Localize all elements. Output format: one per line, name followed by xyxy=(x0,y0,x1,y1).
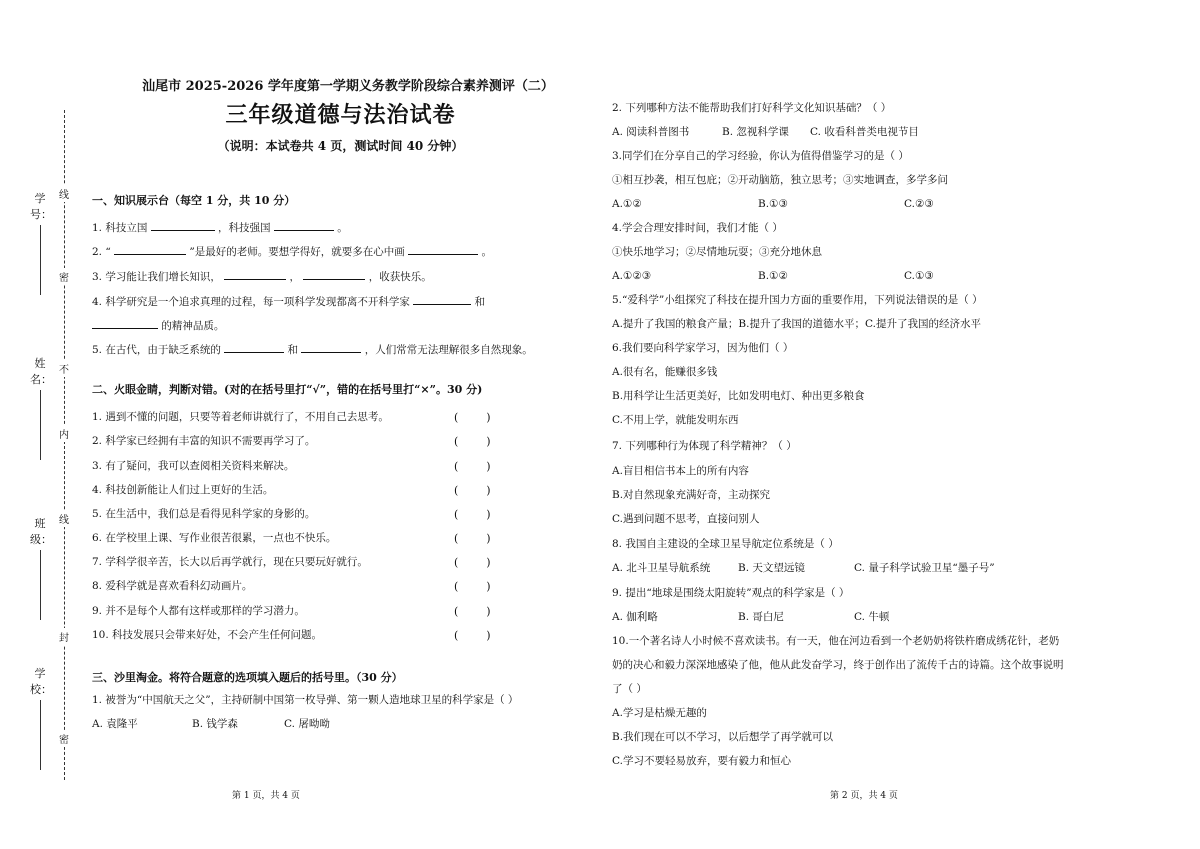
binding-blank xyxy=(40,390,41,460)
question-text: 4. 科学研究是一个追求真理的过程，每一项科学发现都离不开科学家 xyxy=(92,296,410,308)
question-text: 3. 有了疑问，我可以查阅相关资料来解决。 xyxy=(92,460,295,472)
choice-option: A.很有名，能赚很多钱 xyxy=(612,366,718,378)
choice-option: C. 牛顿 xyxy=(854,611,890,623)
binding-field-school xyxy=(30,665,50,773)
choice-question-10-cont: 了（ ） xyxy=(612,683,647,695)
choice-option: C.②③ xyxy=(904,198,934,210)
question-text: 9. 并不是每个人都有这样或那样的学习潜力。 xyxy=(92,605,305,617)
binding-char: 内 xyxy=(59,425,69,442)
question-text: 1. 科技立国 xyxy=(92,222,148,234)
binding-label: 姓名： xyxy=(30,357,52,386)
answer-parentheses[interactable]: ( ) xyxy=(454,508,491,521)
question-text: 7. 学科学很辛苦，长大以后再学就行，现在只要玩好就行。 xyxy=(92,556,368,568)
fill-question-5 xyxy=(92,342,533,356)
true-false-item xyxy=(92,485,273,496)
binding-char: 密 xyxy=(59,730,69,747)
choice-option: A.学习是枯燥无趣的 xyxy=(612,707,707,719)
binding-field-class xyxy=(30,515,50,623)
binding-blank xyxy=(40,700,41,770)
section2-heading: 二、火眼金睛，判断对错。(对的在括号里打“√”，错的在括号里打“×”。30 分) xyxy=(92,383,483,396)
choice-question-1: 1. 被誉为“中国航天之父”，主持研制中国第一枚导弹、第一颗人造地球卫星的科学家是（ ） xyxy=(92,694,519,706)
answer-parentheses[interactable]: ( ) xyxy=(454,605,491,618)
choice-option: A. 袁隆平 xyxy=(92,718,138,730)
question-text: 2. 科学家已经拥有丰富的知识不需要再学习了。 xyxy=(92,435,316,447)
choice-option: B. 哥白尼 xyxy=(738,611,784,623)
binding-strip xyxy=(0,0,72,849)
question-text: 6. 在学校里上课、写作业很苦很累，一点也不快乐。 xyxy=(92,532,337,544)
binding-label: 学号： xyxy=(30,192,52,221)
choice-option: B.①③ xyxy=(758,198,788,210)
choice-option: B.对自然现象充满好奇，主动探究 xyxy=(612,489,771,501)
choice-statements: ①快乐地学习；②尽情地玩耍；③充分地休息 xyxy=(612,246,822,258)
section1-heading: 一、知识展示台（每空 1 分，共 10 分） xyxy=(92,194,296,207)
question-text: 3. 学习能让我们增长知识， xyxy=(92,271,221,283)
choice-question-9: 9. 提出“地球是围绕太阳旋转”观点的科学家是（ ） xyxy=(612,587,850,599)
question-text: 2. “ xyxy=(92,246,111,258)
binding-label: 学校： xyxy=(30,667,52,696)
choice-question-6: 6.我们要向科学家学习，因为他们（ ） xyxy=(612,342,794,354)
exam-note: （说明：本试卷共 4 页，测试时间 40 分钟） xyxy=(217,139,464,153)
binding-label: 班级： xyxy=(30,517,52,546)
answer-parentheses[interactable]: ( ) xyxy=(454,460,491,473)
true-false-item xyxy=(92,436,315,447)
choice-question-10: 10.一个著名诗人小时候不喜欢读书。有一天，他在河边看到一个老奶奶将铁杵磨成绣花针，老奶 xyxy=(612,635,1060,647)
choice-option: C. 屠呦呦 xyxy=(284,718,330,730)
question-text: 。 xyxy=(481,246,492,258)
binding-char: 线 xyxy=(59,185,69,202)
binding-blank xyxy=(40,225,41,295)
choice-question-3: 3.同学们在分享自己的学习经验，你认为值得借鉴学习的是（ ） xyxy=(612,150,909,162)
choice-option: C.遇到问题不思考，直接问别人 xyxy=(612,513,760,525)
answer-blank[interactable] xyxy=(301,342,361,353)
answer-parentheses[interactable]: ( ) xyxy=(454,484,491,497)
choice-option: C. 量子科学试验卫星“墨子号” xyxy=(854,562,995,574)
true-false-item xyxy=(92,461,294,472)
fill-question-2 xyxy=(92,244,492,258)
answer-parentheses[interactable]: ( ) xyxy=(454,435,491,448)
choice-option: A. 伽利略 xyxy=(612,611,658,623)
answer-blank[interactable] xyxy=(413,294,471,305)
page-footer-left: 第 1 页，共 4 页 xyxy=(232,791,300,801)
answer-blank[interactable] xyxy=(408,244,478,255)
question-text: 。 xyxy=(337,222,348,234)
answer-blank[interactable] xyxy=(151,220,215,231)
answer-parentheses[interactable]: ( ) xyxy=(454,580,491,593)
exam-title: 三年级道德与法治试卷 xyxy=(225,102,456,128)
binding-field-student-id xyxy=(30,190,50,298)
true-false-item xyxy=(92,557,368,568)
question-text: 5. 在古代，由于缺乏系统的 xyxy=(92,344,221,356)
page-footer-right: 第 2 页，共 4 页 xyxy=(830,791,898,801)
answer-parentheses[interactable]: ( ) xyxy=(454,532,491,545)
choice-option: A. 阅读科普图书 xyxy=(612,126,690,138)
choice-option: A.①②③ xyxy=(612,270,652,282)
choice-statements: ①相互抄袭，相互包庇；②开动脑筋，独立思考；③实地调查，多学多问 xyxy=(612,174,948,186)
answer-blank[interactable] xyxy=(303,269,365,280)
choice-option: B.用科学让生活更美好，比如发明电灯、种出更多粮食 xyxy=(612,390,865,402)
question-text: 和 xyxy=(287,344,299,356)
choice-question-5: 5.“爱科学”小组探究了科技在提升国力方面的重要作用，下列说法错误的是（ ） xyxy=(612,294,983,306)
question-text: ，科技强国 xyxy=(218,222,271,234)
binding-char: 不 xyxy=(59,360,69,377)
question-text: ”是最好的老师。要想学得好，就要多在心中画 xyxy=(189,246,405,258)
true-false-item xyxy=(92,581,252,592)
true-false-item xyxy=(92,630,322,641)
choice-option: B. 钱学森 xyxy=(192,718,238,730)
answer-parentheses[interactable]: ( ) xyxy=(454,556,491,569)
binding-blank xyxy=(40,550,41,620)
question-text: 和 xyxy=(474,296,486,308)
binding-field-name xyxy=(30,355,50,463)
choice-question-8: 8. 我国自主建设的全球卫星导航定位系统是（ ） xyxy=(612,538,839,550)
choice-option: A.盲目相信书本上的所有内容 xyxy=(612,465,749,477)
true-false-item xyxy=(92,533,336,544)
choice-option: B. 忽视科学课 xyxy=(722,126,789,138)
fill-question-3 xyxy=(92,269,432,283)
answer-blank[interactable] xyxy=(92,318,158,329)
binding-char: 线 xyxy=(59,510,69,527)
choice-option: B. 天文望远镜 xyxy=(738,562,805,574)
answer-parentheses[interactable]: ( ) xyxy=(454,629,491,642)
exam-header-line: 汕尾市 2025-2026 学年度第一学期义务教学阶段综合素养测评（二） xyxy=(142,79,554,94)
choice-option: C. 收看科普类电视节目 xyxy=(810,126,919,138)
binding-dotted-line xyxy=(64,110,65,780)
choice-option: A.①② xyxy=(612,198,642,210)
choice-question-2: 2. 下列哪种方法不能帮助我们打好科学文化知识基础？（ ） xyxy=(612,102,892,114)
true-false-item xyxy=(92,412,389,423)
answer-parentheses[interactable]: ( ) xyxy=(454,411,491,424)
question-text: ， xyxy=(289,271,301,283)
true-false-item xyxy=(92,606,305,617)
choice-option: B.我们现在可以不学习，以后想学了再学就可以 xyxy=(612,731,834,743)
choice-option: C.①③ xyxy=(904,270,934,282)
choice-option: C.不用上学，就能发明东西 xyxy=(612,414,739,426)
question-text: ，收获快乐。 xyxy=(368,271,432,283)
answer-blank[interactable] xyxy=(224,342,284,353)
choice-option: A. 北斗卫星导航系统 xyxy=(612,562,711,574)
answer-blank[interactable] xyxy=(224,269,286,280)
answer-blank[interactable] xyxy=(274,220,334,231)
fill-question-4 xyxy=(92,294,485,308)
fill-question-1 xyxy=(92,220,348,234)
question-text: 8. 爱科学就是喜欢看科幻动画片。 xyxy=(92,580,253,592)
binding-char: 封 xyxy=(59,628,69,645)
binding-char: 密 xyxy=(59,268,69,285)
choice-options-inline: A.提升了我国的粮食产量；B.提升了我国的道德水平；C.提升了我国的经济水平 xyxy=(612,318,981,330)
choice-question-4: 4.学会合理安排时间，我们才能（ ） xyxy=(612,222,783,234)
question-text: 10. 科技发展只会带来好处，不会产生任何问题。 xyxy=(92,629,323,641)
true-false-item xyxy=(92,509,315,520)
question-text: 4. 科技创新能让人们过上更好的生活。 xyxy=(92,484,274,496)
choice-option: C.学习不要轻易放弃，要有毅力和恒心 xyxy=(612,755,791,767)
question-text: 1. 遇到不懂的问题，只要等着老师讲就行了，不用自己去思考。 xyxy=(92,411,389,423)
question-text: ，人们常常无法理解很多自然现象。 xyxy=(364,344,533,356)
choice-question-10-cont: 奶的决心和毅力深深地感染了他，他从此发奋学习，终于创作出了流传千古的诗篇。这个故事说明 xyxy=(612,659,1064,671)
fill-question-4-cont xyxy=(92,318,224,332)
choice-question-7: 7. 下列哪种行为体现了科学精神？（ ） xyxy=(612,440,797,452)
question-text: 的精神品质。 xyxy=(161,320,225,332)
choice-option: B.①② xyxy=(758,270,788,282)
question-text: 5. 在生活中，我们总是看得见科学家的身影的。 xyxy=(92,508,316,520)
section3-heading: 三、沙里淘金。将符合题意的选项填入题后的括号里。（30 分） xyxy=(92,671,403,684)
answer-blank[interactable] xyxy=(114,244,186,255)
